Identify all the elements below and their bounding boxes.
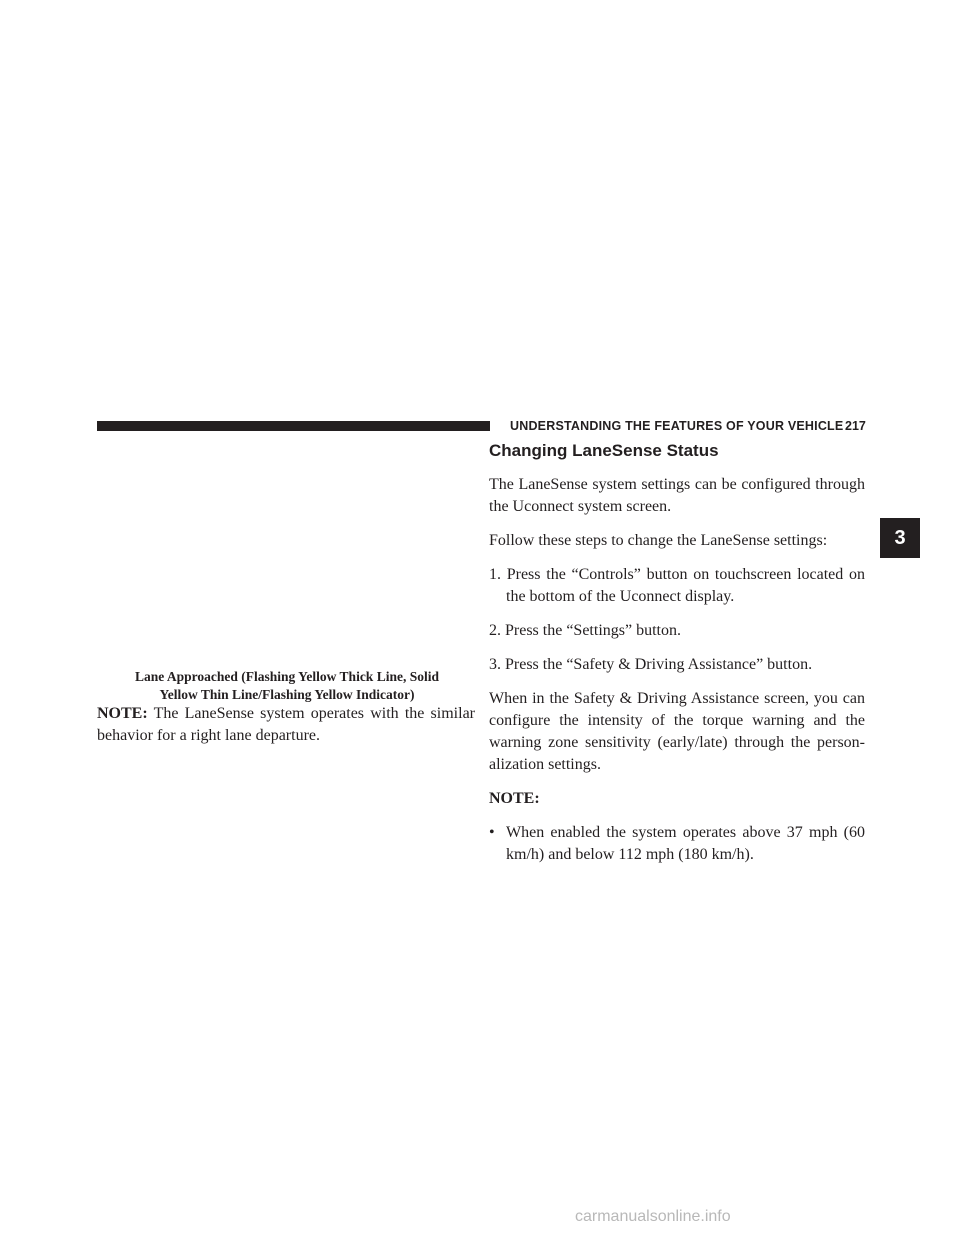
intro-paragraph: The LaneSense system settings can be configured through the Uconnect system screen. <box>489 476 865 515</box>
left-note <box>97 703 475 747</box>
bullet-dot: • <box>489 824 495 841</box>
note-heading: NOTE: <box>489 790 540 807</box>
header-rule <box>97 421 490 431</box>
steps-intro: Follow these steps to change the LaneSense settings: <box>489 532 828 549</box>
step-item: 1. Press the “Controls” button on touchscreen located on the bottom of the Uconnect display. <box>489 566 865 605</box>
bullet-item <box>489 822 865 866</box>
right-column <box>489 440 865 866</box>
note-label: NOTE: <box>97 705 148 722</box>
section-heading: Changing LaneSense Status <box>489 441 719 460</box>
settings-paragraph: When in the Safety & Driving Assistance screen, you can configure the intensity of the torque warning and the warning zone sensitivity (early/late) through the person- alization settings. <box>489 690 865 773</box>
watermark: carmanualsonline.info <box>575 1208 731 1225</box>
caption-line-1: Lane Approached (Flashing Yellow Thick Line, Solid <box>135 669 439 684</box>
note-text: The LaneSense system operates with the similar behavior for a right lane departure. <box>97 705 475 744</box>
page-number: 217 <box>845 419 866 433</box>
chapter-tab: 3 <box>880 518 920 558</box>
caption-line-2: Yellow Thin Line/Flashing Yellow Indicator) <box>159 687 415 702</box>
step-item: 3. Press the “Safety & Driving Assistance” button. <box>489 656 813 673</box>
step-item: 2. Press the “Settings” button. <box>489 622 681 639</box>
bullet-text: When enabled the system operates above 37 mph (60 km/h) and below 112 mph (180 km/h). <box>506 824 865 863</box>
section-title: UNDERSTANDING THE FEATURES OF YOUR VEHICLE <box>510 419 844 433</box>
figure-caption <box>97 668 477 704</box>
